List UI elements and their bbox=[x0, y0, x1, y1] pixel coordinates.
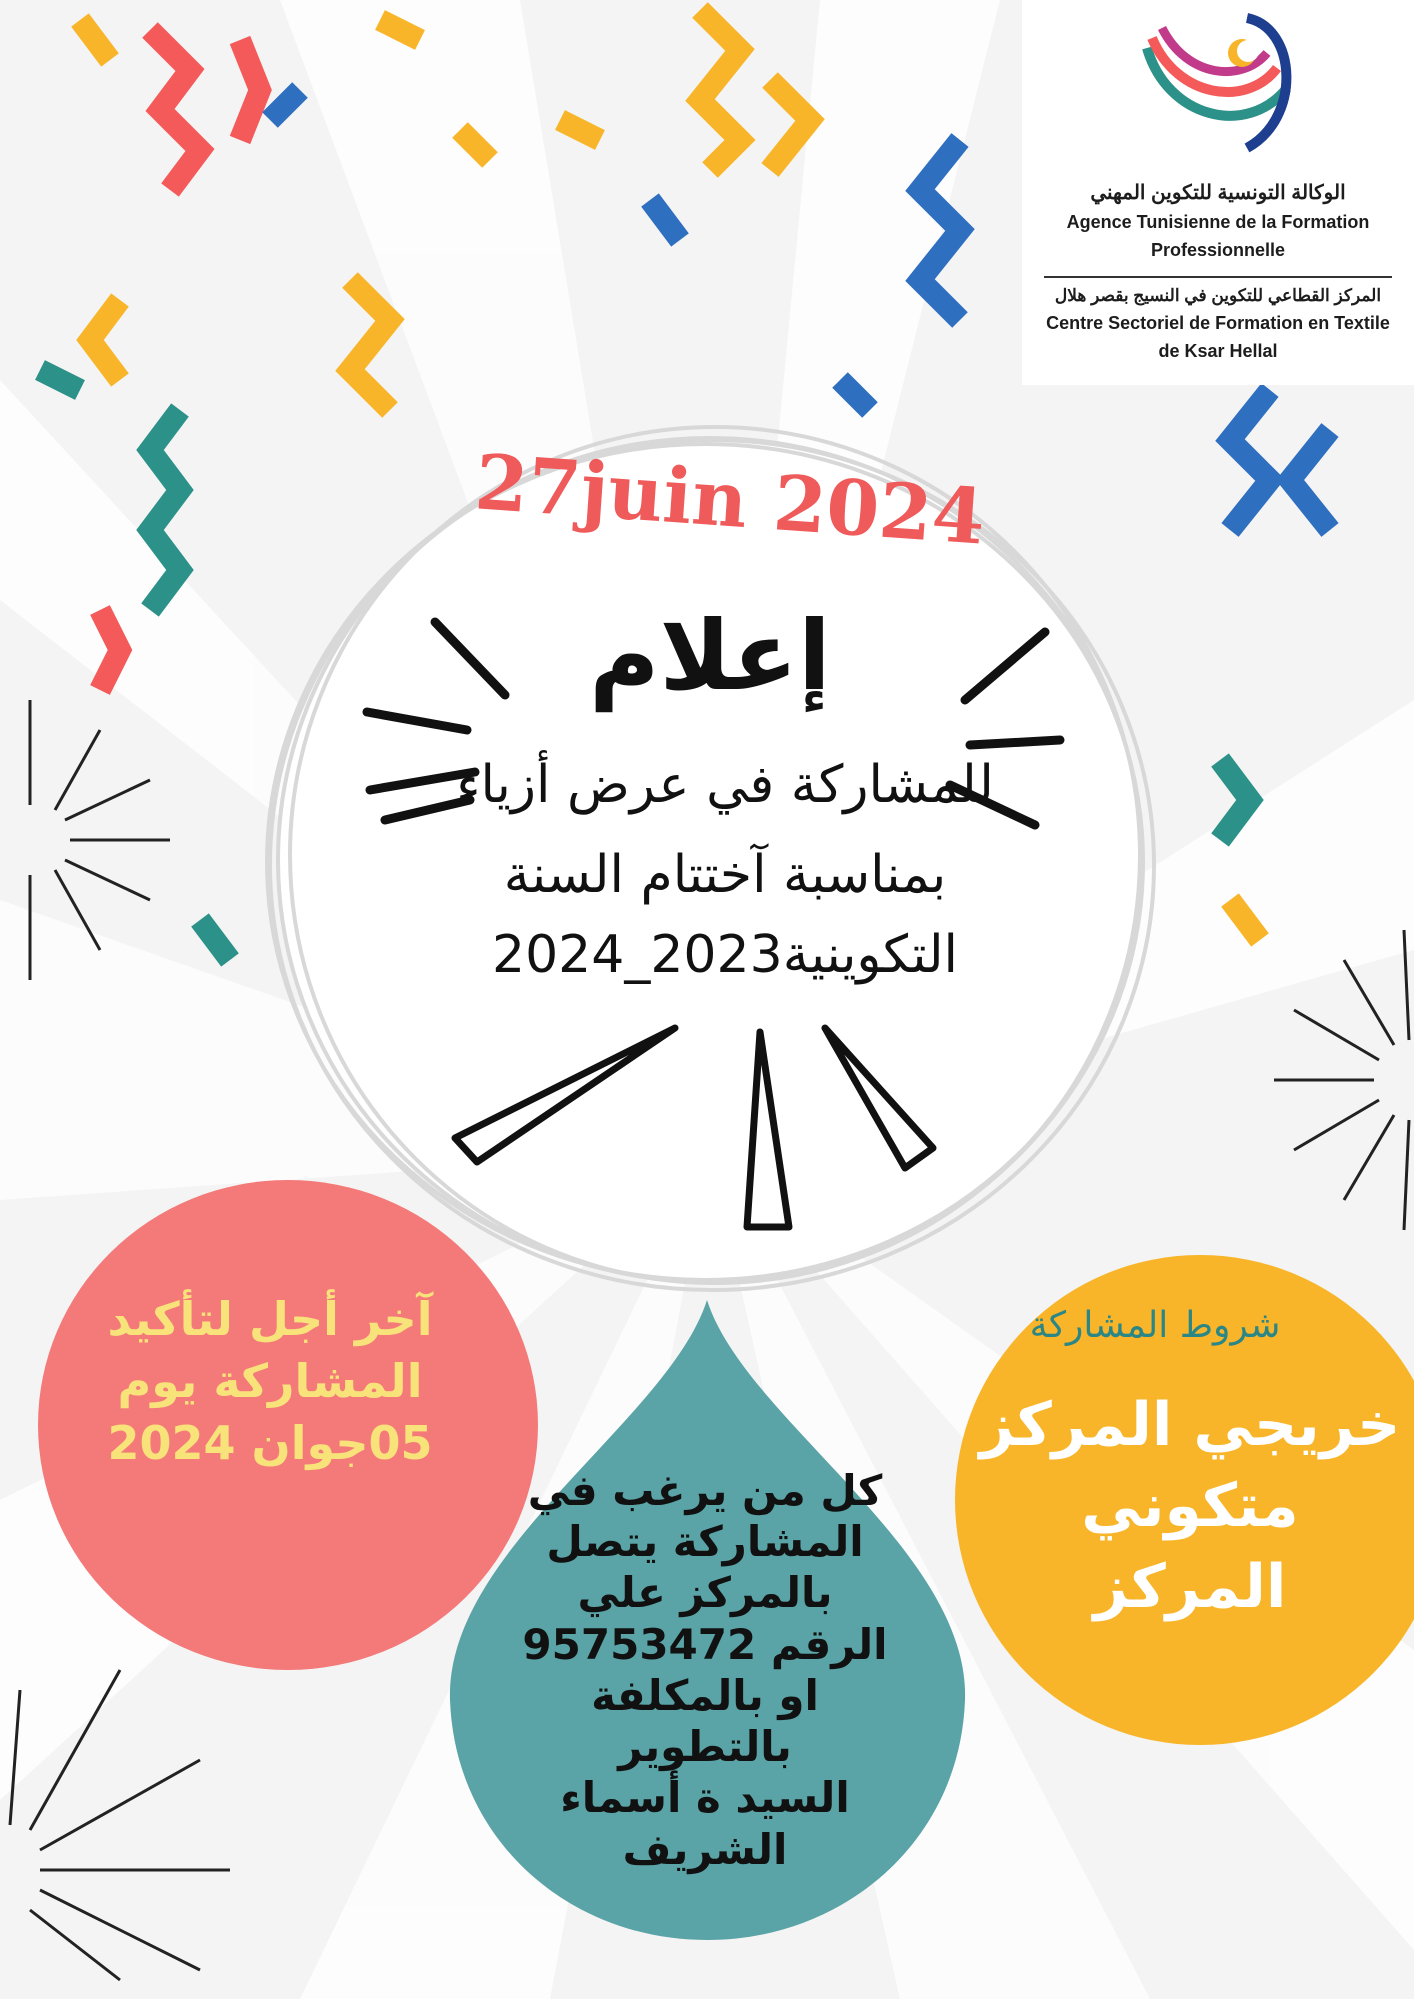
conditions-text bbox=[975, 1385, 1405, 1628]
conditions-line-1: خريجي المركز bbox=[979, 1390, 1401, 1460]
deadline-line-2: المشاركة يوم bbox=[117, 1354, 423, 1409]
announcement-line-2: بمناسبة آختتام السنة bbox=[503, 845, 947, 905]
announcement-headline: إعلام bbox=[589, 600, 831, 712]
agency-name-fr-2: Professionnelle bbox=[1150, 240, 1286, 260]
center-name-fr-1: Centre Sectoriel de Formation en Textile bbox=[1046, 313, 1390, 333]
agency-name-fr-1: Agence Tunisienne de la Formation bbox=[1066, 212, 1370, 232]
agency-name-ar: الوكالة التونسية للتكوين المهني bbox=[1090, 182, 1346, 204]
contact-line: الرقم 95753472 bbox=[522, 1619, 888, 1669]
contact-line: بالتطوير bbox=[618, 1722, 792, 1772]
contact-line: او بالمكلفة bbox=[591, 1670, 819, 1720]
logo-panel bbox=[1022, 0, 1414, 385]
contact-line: المشاركة يتصل bbox=[546, 1517, 864, 1567]
announcement-line-1: للمشاركة في عرض أزياء bbox=[456, 755, 994, 815]
event-date: 27juin 2024 bbox=[472, 437, 988, 562]
contact-line: الشريف bbox=[622, 1824, 788, 1874]
announcement-line-3: التكوينية2023_2024 bbox=[492, 925, 958, 985]
agency-logo-icon bbox=[1127, 8, 1307, 158]
contact-text bbox=[490, 1465, 920, 1875]
deadline-text bbox=[75, 1288, 465, 1474]
deadline-line-1: آخر أجل لتأكيد bbox=[107, 1292, 433, 1346]
deadline-line-3: 05جوان 2024 bbox=[107, 1416, 433, 1471]
conditions-title: شروط المشاركة bbox=[1029, 1305, 1281, 1346]
logo-divider bbox=[1044, 276, 1392, 278]
contact-line: السيد ة أسماء bbox=[560, 1773, 850, 1823]
center-name-ar: المركز القطاعي للتكوين في النسيج بقصر هلال bbox=[1054, 286, 1382, 305]
contact-line: كل من يرغب في bbox=[527, 1466, 883, 1515]
contact-line: بالمركز علي bbox=[577, 1568, 833, 1618]
conditions-line-2: متكوني المركز bbox=[1081, 1471, 1299, 1622]
center-name-fr-2: de Ksar Hellal bbox=[1158, 341, 1278, 361]
